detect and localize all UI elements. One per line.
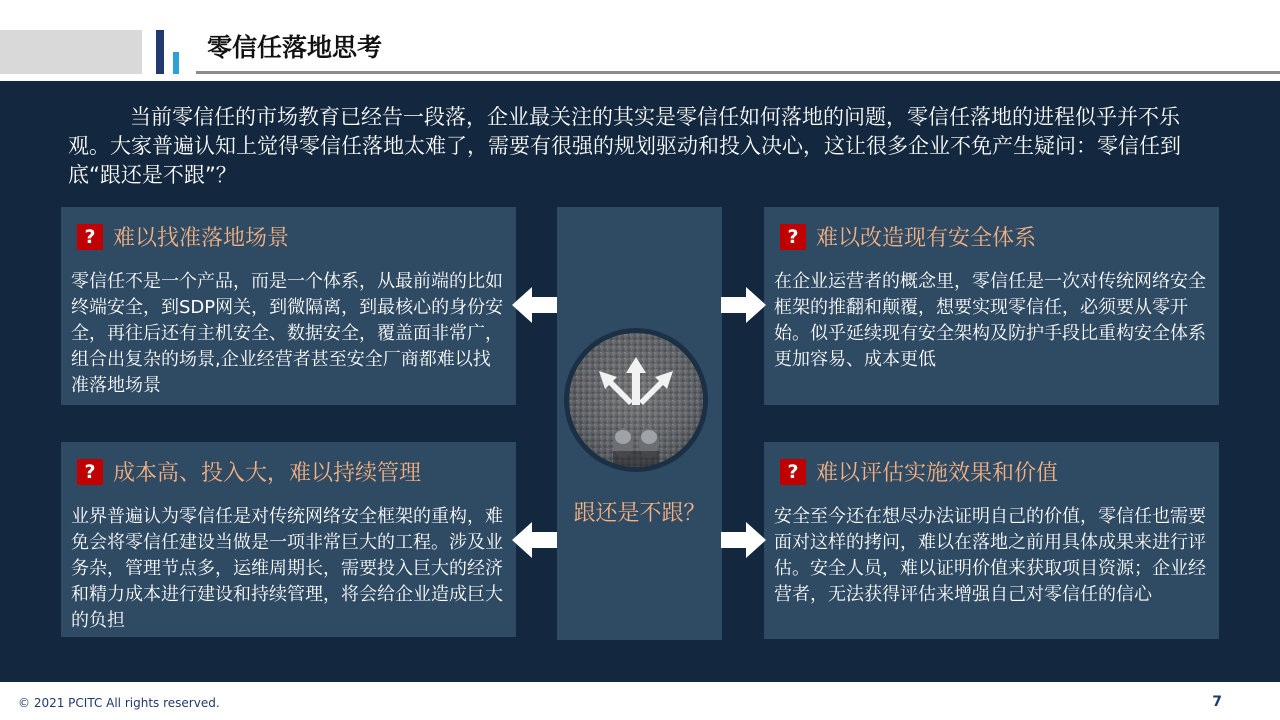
arrow-left-icon [512, 520, 557, 560]
card-evaluate [764, 442, 1219, 639]
header-grey-block [0, 30, 142, 74]
card-title: 成本高、投入大，难以持续管理 [113, 461, 422, 486]
crossroads-arrows-icon [569, 333, 703, 467]
arrow-left-icon [512, 285, 557, 325]
page-number: 7 [1212, 694, 1222, 710]
crossroads-image [569, 333, 703, 467]
arrow-right-icon [721, 285, 766, 325]
title-underline [196, 71, 1280, 74]
title-accent-bar-small [173, 52, 179, 74]
card-heading [77, 224, 289, 254]
question-icon: ? [780, 224, 806, 250]
card-title: 难以找准落地场景 [113, 226, 290, 251]
card-title: 难以改造现有安全体系 [816, 226, 1037, 251]
intro-paragraph: 当前零信任的市场教育已经告一段落，企业最关注的其实是零信任如何落地的问题，零信任落地的进程似乎并不乐观。大家普遍认知上觉得零信任落地太难了，需要有很强的规划驱动和投入决心，这让很多企业不免产生疑问：零信任到底“跟还是不跟”？ [68, 105, 1181, 187]
footer-divider [0, 680, 1280, 682]
card-body: 业界普遍认为零信任是对传统网络安全框架的重构，难免会将零信任建设当做是一项非常巨大的工程。涉及业务杂，管理节点多，运维周期长，需要投入巨大的经济和精力成本进行建设和持续管理，将会给企业造成巨大的负担 [71, 506, 503, 631]
page-title: 零信任落地思考 [207, 33, 383, 62]
card-cost [61, 442, 516, 637]
card-title: 难以评估实施效果和价值 [816, 461, 1059, 486]
center-question-label: 跟还是不跟？ [573, 501, 706, 526]
question-icon: ? [77, 224, 103, 250]
title-accent-bar [156, 30, 164, 74]
question-icon: ? [780, 459, 806, 485]
copyright-text: © 2021 PCITC All rights reserved. [18, 696, 220, 710]
arrow-right-icon [721, 520, 766, 560]
card-scenario [61, 207, 516, 405]
card-body: 零信任不是一个产品，而是一个体系，从最前端的比如终端安全，到SDP网关，到微隔离，到最核心的身份安全，再往后还有主机安全、数据安全，覆盖面非常广，组合出复杂的场景,企业经营者甚至安全厂商都难以找准落地场景 [71, 271, 504, 396]
card-body: 安全至今还在想尽办法证明自己的价值，零信任也需要面对这样的拷问，难以在落地之前用具体成果来进行评估。安全人员，难以证明价值来获取项目资源；企业经营者，无法获得评估来增强自己对零信任的信心 [774, 506, 1206, 605]
card-heading [780, 224, 1036, 254]
card-body: 在企业运营者的概念里，零信任是一次对传统网络安全框架的推翻和颠覆，想要实现零信任，必须要从零开始。似乎延续现有安全架构及防护手段比重构安全体系更加容易、成本更低 [774, 271, 1206, 370]
question-icon: ? [77, 459, 103, 485]
footer [0, 680, 1280, 720]
card-heading [780, 459, 1058, 489]
card-heading [77, 459, 421, 489]
center-panel [557, 207, 722, 640]
card-transform [764, 207, 1219, 405]
